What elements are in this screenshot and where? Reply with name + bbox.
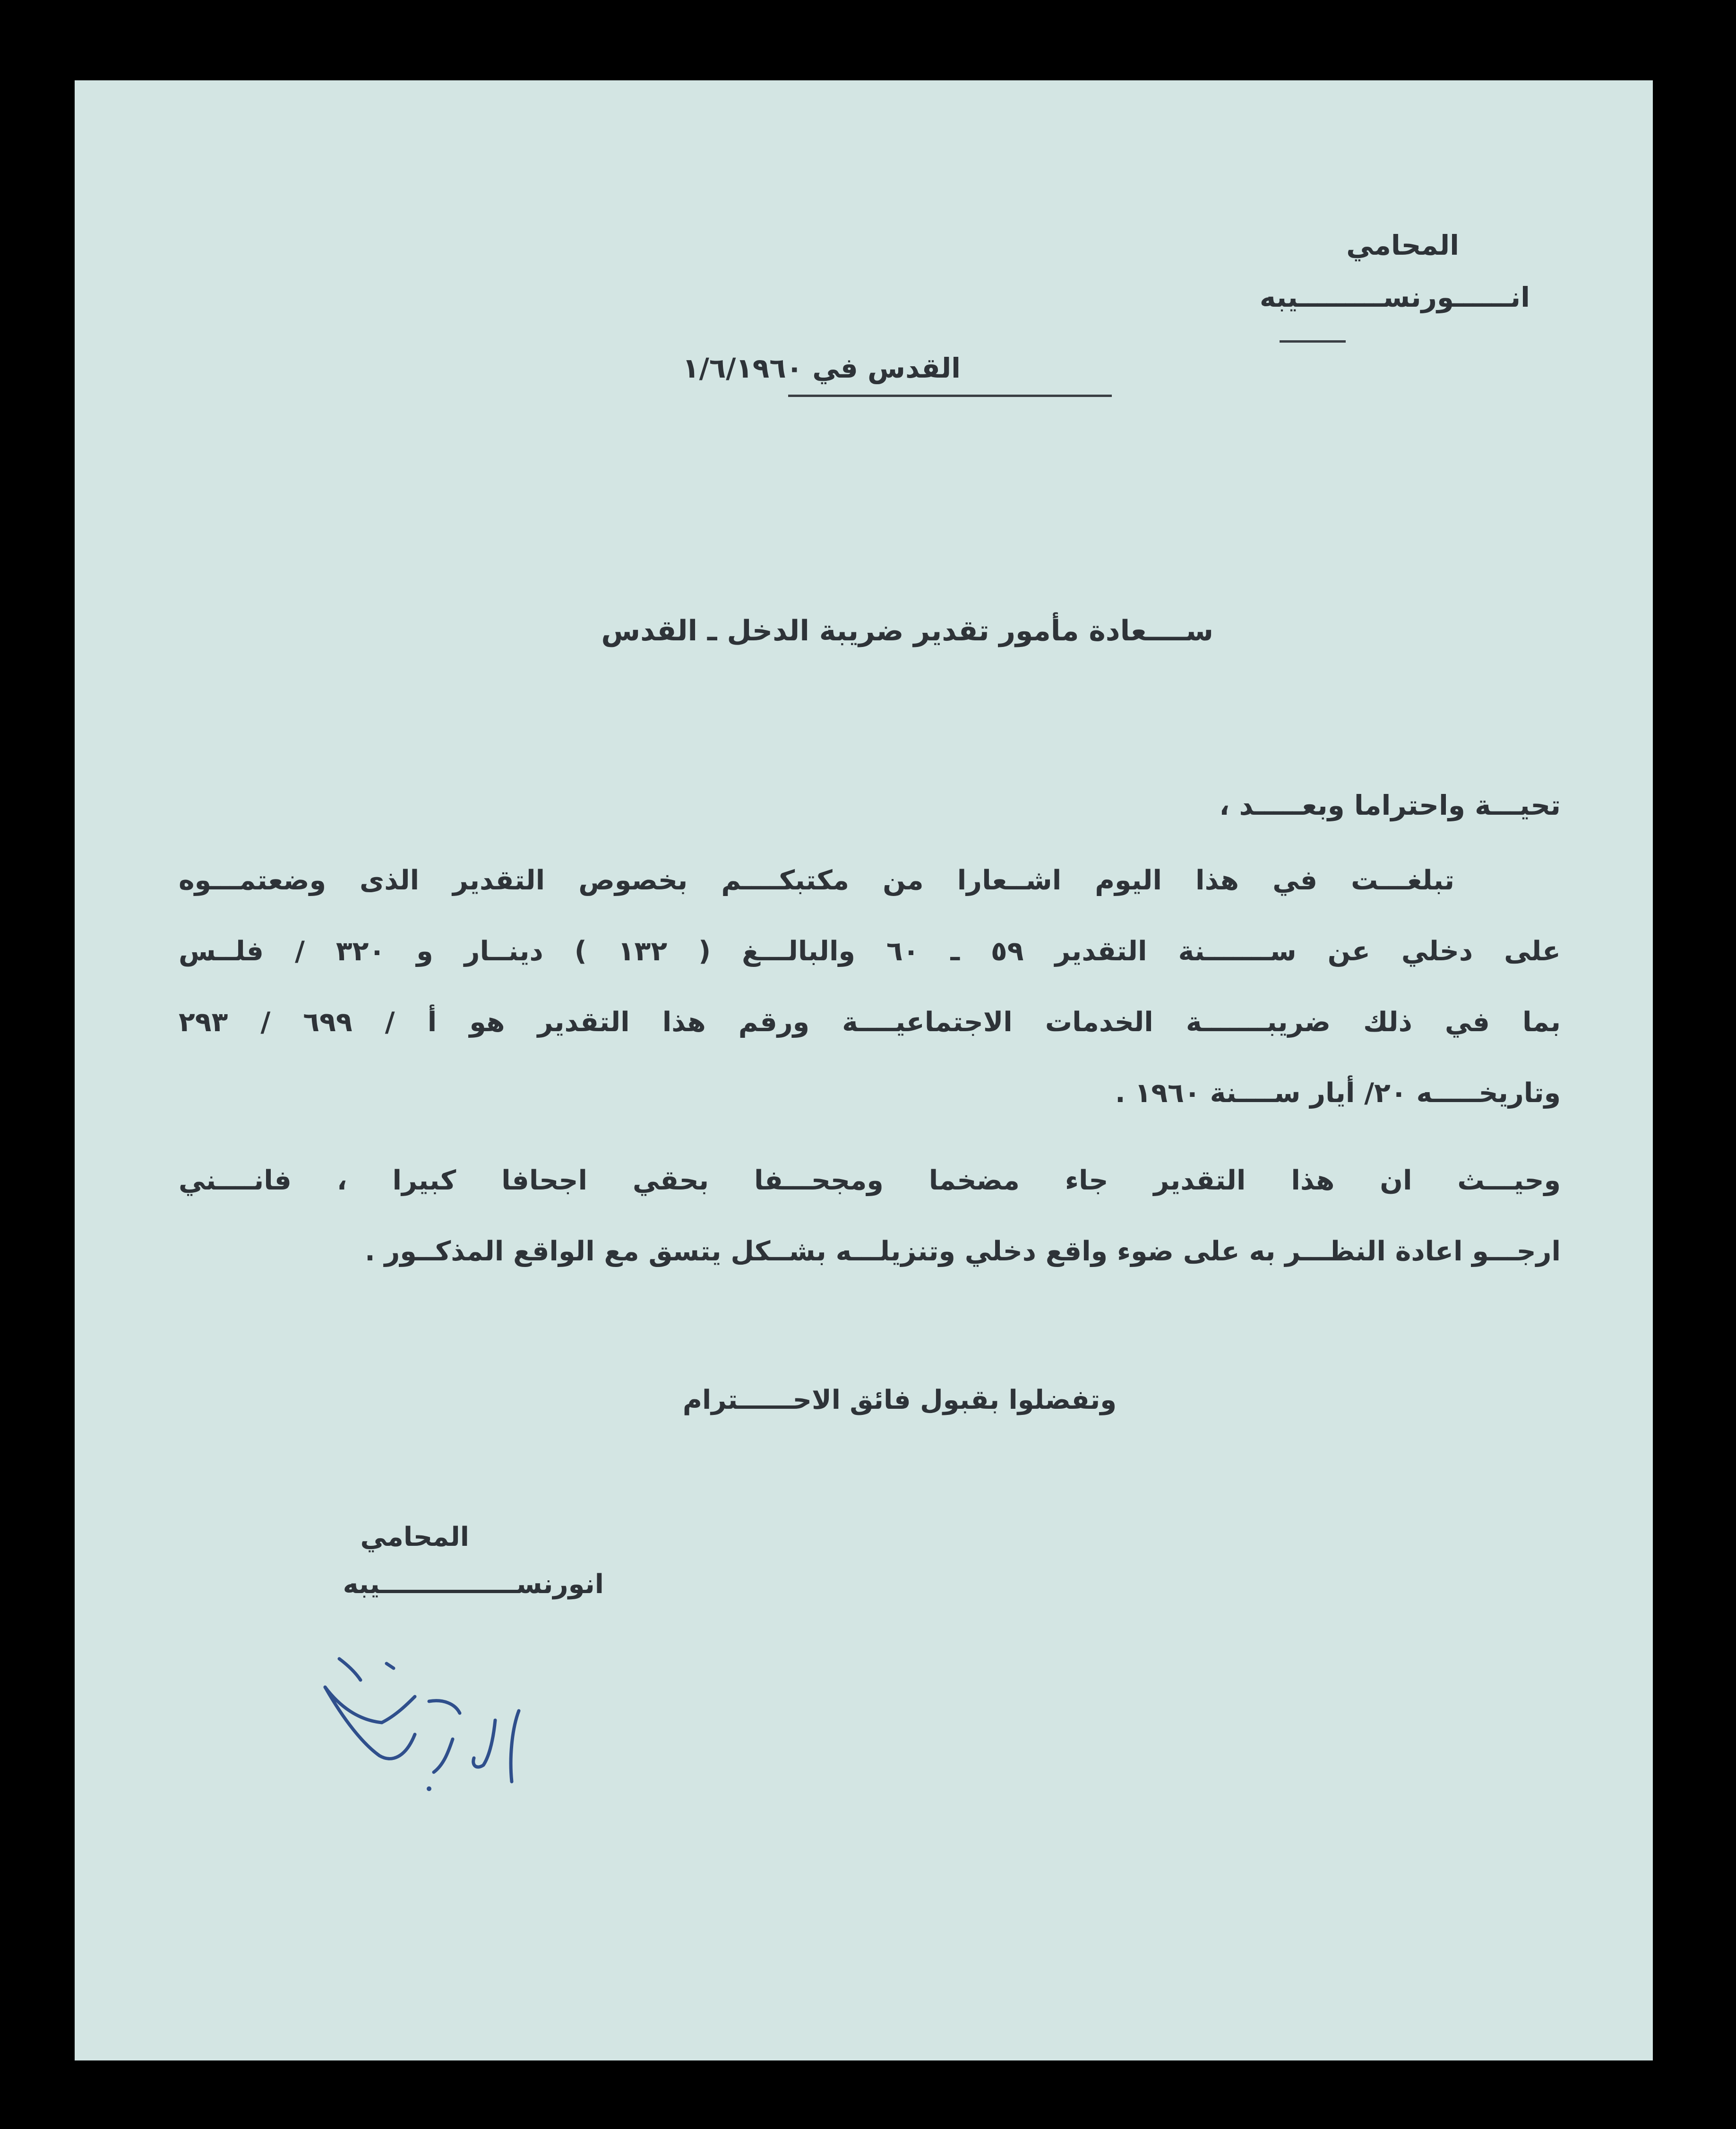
greeting: تحيـــة واحتراما وبعـــــد ، <box>1219 789 1561 821</box>
body-line-3: بما في ذلك ضريبـــــــة الخدمات الاجتماعيــــة ورقم هذا التقدير هو أ / ٦٩٩ / ٢٩٣ <box>179 1007 1561 1038</box>
body-line-4: وتاريخـــــه ٢٠/ أيار ســــنة ١٩٦٠ . <box>1115 1077 1561 1109</box>
signature-title: المحامي <box>360 1522 469 1552</box>
handwritten-signature <box>273 1602 613 1810</box>
signature-name: انورنســـــــــــــــيبه <box>343 1569 604 1600</box>
date-underline <box>788 395 1112 397</box>
letter-page <box>75 80 1653 2060</box>
letterhead-name: انــــــورنســـــــــيبه <box>1259 281 1530 313</box>
letter-date: القدس في ١/٦/١٩٦٠ <box>682 352 961 384</box>
recipient-address: ســــعادة مأمور تقدير ضريبة الدخل ـ القدس <box>601 614 1213 647</box>
body-line-1: تبلغـــت في هذا اليوم اشــعارا من مكتبكــــم بخصوص التقدير الذى وضعتمـــوه <box>179 865 1454 896</box>
letterhead-underline <box>1280 340 1346 343</box>
body-line-2: على دخلي عن ســـــــنة التقدير ٥٩ ـ ٦٠ والبالـــغ ( ١٣٢ ) دينــار و ٣٢٠ / فلــس <box>179 936 1561 967</box>
body-line-5: وحيـــث ان هذا التقدير جاء مضخما ومجحـــفا بحقي اجحافا كبيرا ، فانــــني <box>179 1165 1561 1196</box>
closing-salutation: وتفضلوا بقبول فائق الاحــــــترام <box>682 1385 1117 1415</box>
letterhead-title: المحامي <box>1346 229 1459 261</box>
body-line-6: ارجـــو اعادة النظـــر به على ضوء واقع دخلي وتنزيلـــه بشــكل يتسق مع الواقع المذكــور . <box>365 1236 1561 1267</box>
